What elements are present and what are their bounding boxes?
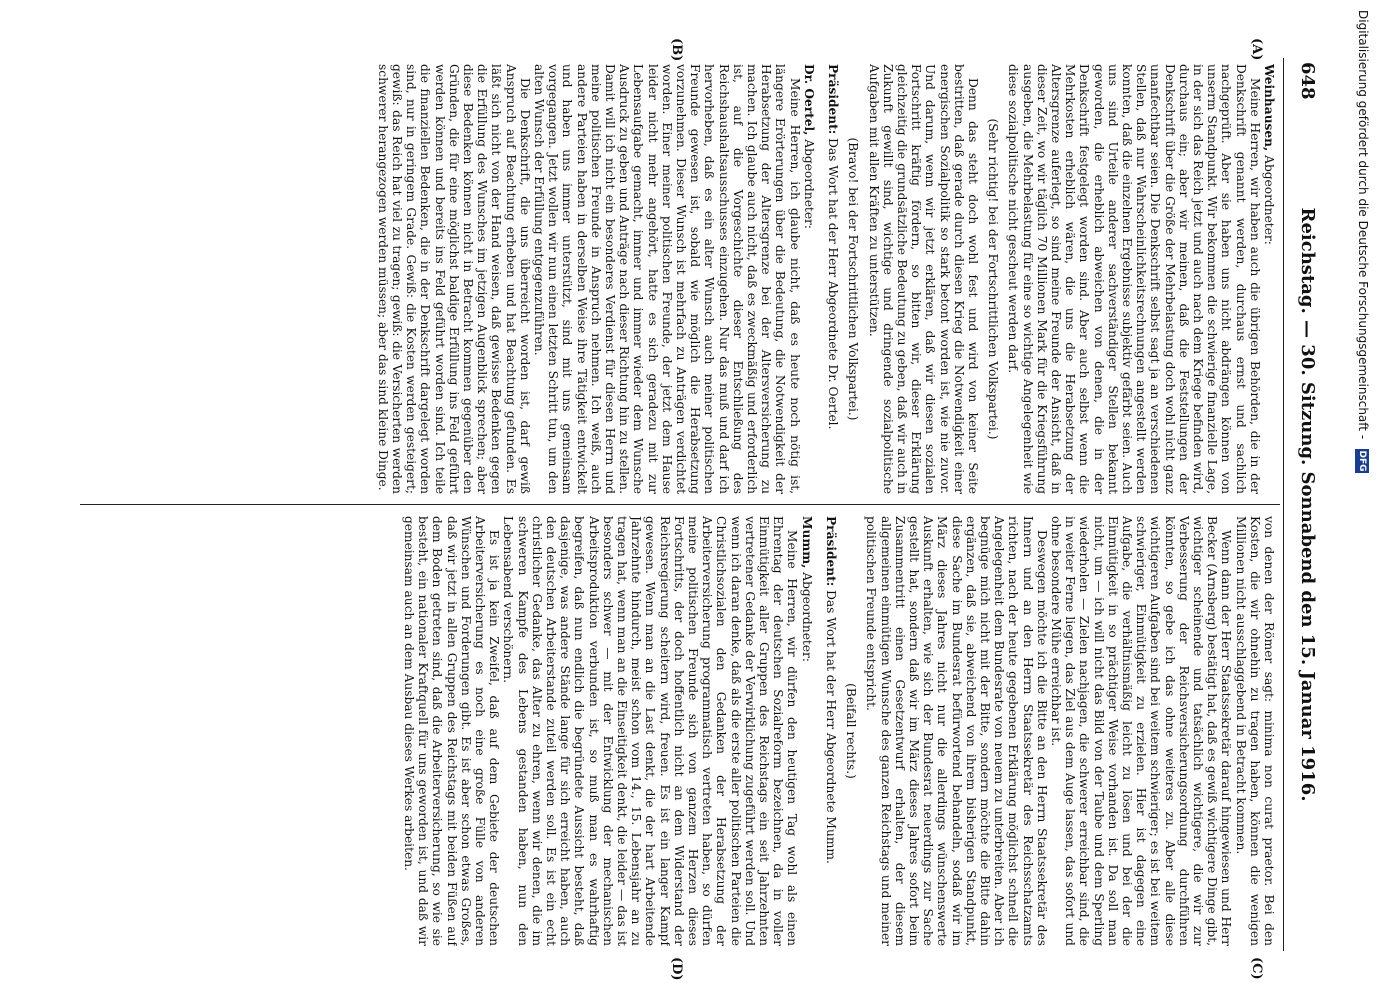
margin-marker-d: (D) xyxy=(669,957,684,981)
applause-note: (Beifall rechts.) xyxy=(844,683,859,779)
paragraph: Wenn dann der Herr Staatssekretär darauf hingewiesen und Herr Becker (Arnsberg) bestätigt hat, daß es gewiß wichtigere Dinge gibt, wichtiger scheinende und tatsächlich wichtigere, die wir zur Verbesserung der Reichsversicherungsordnung durchführen könnten, so gebe ich das ohne weiteres zu. Aber alle diese wichtigeren Aufgaben sind bei weitem schwieriger; es ist bei weitem schwieriger, Einmütigkeit zu erzielen. Hier ist dagegen eine Aufgabe, die verhältnismäßig leicht zu lösen und bei der die Einmütigkeit in so prächtiger Weise vorhanden ist. Da soll man nicht, um — ich will nicht das Bild von der Taube und dem Sperling wiederholen — Zielen nachjagen, die schwerer erreichbar sind, die in weiter Ferne liegen, das Ziel aus dem Auge lassen, das sofort und ohne besondere Mühe erreichbar ist. xyxy=(1048,516,1234,946)
left-column xyxy=(76,64,1276,494)
paragraph: Denn das steht doch wohl fest und wird von keiner Seite bestritten, daß gerade durch diesen Krieg die Notwendigkeit einer energischen Sozialpolitik so stark betont worden ist, wie nie zuvor. Und darum, wenn wir jetzt erklären, daß wir diesen sozialen Fortschritt kräftig fördern, so bitten wir, dieser Erklärung gleichzeitig die grundsätzliche Bedeutung zu geben, daß wir auch in Zukunft gewillt sind, wichtige und dringende sozialpolitische Aufgaben mit allen Kräften zu unterstützen. xyxy=(866,64,980,494)
speaker-name: Weinhausen, xyxy=(1262,64,1276,152)
speaker-line xyxy=(802,64,816,494)
page-header xyxy=(1283,58,1324,951)
margin-marker-c: (C) xyxy=(1249,957,1264,980)
speaker-role: Abgeordneter: xyxy=(799,572,814,662)
speaker-name: Mumm, xyxy=(799,516,814,569)
speaker-line xyxy=(800,516,814,946)
president-line xyxy=(826,64,840,494)
scanned-page xyxy=(62,38,1324,981)
credit-text: Digitalisierung gefördert durch die Deutsche Forschungsgemeinschaft - xyxy=(1356,10,1370,440)
rotated-page-content xyxy=(62,38,1324,981)
paragraph: Meine Herren, ich glaube nicht, daß es heute noch nötig ist, längere Erörterungen über die Bedeutung, die Notwendigkeit der Herabsetzung der Altersgrenze bei der Altersversicherung zu machen. Ich glaube auch nicht, daß es zweckmäßig und erforderlich ist, auf die Vorgeschichte dieser Entschließung des Reichshaushaltsausschusses einzugehen. Nur das muß und darf ich hervorheben, daß es ein alter Wunsch auch meiner politischen Freunde gewesen ist, sobald wie möglich die Herabsetzung vorzunehmen. Dieser Wunsch ist mehrfach zu Anträgen verdichtet worden. Einer meiner politischen Freunde, der jetzt dem Hause leider nicht mehr angehört, hatte es sich geradezu mit zur Lebensaufgabe gemacht, immer und immer wieder dem Wunsche Ausdruck zu geben und Anträge nach dieser Richtung hin zu stellen. Damit will ich nicht ein besonderes Verdienst für diesen Herrn und meine politischen Freunde in Anspruch nehmen. Ich weiß, auch andere Parteien haben in derselben Weise ihre Tätigkeit entwickelt und haben uns immer unterstützt, sind mit uns gemeinsam vorgegangen. Jetzt wollen wir nun einen letzten Schritt tun, um den alten Wunsch der Erfüllung entgegenzuführen. xyxy=(532,64,802,494)
page-title: Reichstag. — 30. Sitzung. Sonnabend den 15. Januar 1916. xyxy=(1297,207,1318,802)
digitization-credit xyxy=(1340,0,1380,1000)
dfg-logo: DFG xyxy=(1357,450,1368,472)
paragraph: Deswegen möchte ich die Bitte an den Herrn Staatssekretär des Innern und an den Herrn Staatssekretär des Reichsschatzamts richten, nach der heute gegebenen Erklärung möglichst schnell die Angelegenheit dem Bundesrate von neuem zu unterbreiten. Aber ich begnüge mich nicht mit der Bitte, sondern möchte die Bitte dahin ergänzen, daß sie, abweichend von ihrem bisherigen Standpunkt, diese Sache im Bundesrat befürwortend behandeln, sodaß wir im März dieses Jahres nicht nur die allerdings wünschenswerte Auskunft erhalten, wie sich der Bundesrat neuerdings zur Sache gestellt hat, sondern daß wir im März dieses Jahres sofort beim Zusammentritt einen Gesetzentwurf erhalten, der diesem allgemeinen einmütigen Wunsche des ganzen Reichstags und meiner politischen Freunde entspricht. xyxy=(864,516,1049,946)
column-divider xyxy=(80,504,1280,505)
speaker-role: Abgeordneter: xyxy=(801,139,816,229)
president-label: Präsident: xyxy=(826,64,841,135)
president-text: Das Wort hat der Herr Abgeordnete Dr. Oertel. xyxy=(826,138,841,430)
margin-marker-b: (B) xyxy=(669,38,684,62)
spacer xyxy=(816,64,826,494)
paragraph: von denen der Römer sagt: minima non curat praetor. Bei den Kosten, die wir ohnehin zu tragen haben, können die wenigen Millionen nicht ausschlaggebend in Betracht kommen. xyxy=(1233,516,1276,946)
paragraph: Meine Herren, wir haben auch die übrigen Behörden, die in der Denkschrift genannt werden, durchaus ernst und sachlich nachgeprüft. Aber sie haben uns nicht abdrängen können von unserm Standpunkt. Wir bekommen die schwierige finanzielle Lage, in der sich das Reich jetzt und auch nach dem Kriege befinden wird, durchaus ein; aber wir meinen, daß die Feststellungen der Denkschrift über die Größe der Mehrbelastung doch wohl nicht ganz unanfechtbar seien. Die Denkschrift selbst sagt ja an verschiedenen Stellen, daß nur Wahrscheinlichkeitsrechnungen angestellt werden konnten, daß die einzelnen Ergebnisse subjektiv gefärbt seien. Auch uns sind Urteile anderer sachverständiger Stellen bekannt geworden, die erheblich abweichen von denen, die in der Denkschrift festgelegt worden sind. Aber auch selbst wenn die Mehrkosten erheblich wären, die uns die Herabsetzung der Altersgrenze auferlegt, so sind meine Freunde der Ansicht, daß in dieser Zeit, wo wir täglich 70 Millionen Mark für die Kriegsführung ausgeben, die Mehrbelastung für eine so wichtige Angelegenheit wie diese sozialpolitische nicht gescheut werden darf. xyxy=(1006,64,1262,494)
page-number: 648 xyxy=(1297,62,1318,100)
paragraph: Meine Herren, wir dürfen den heutigen Tag wohl als einen Ehrentag der deutschen Sozialreform bezeichnen, da in voller Einmütigkeit aller Gruppen des Reichstags ein seit Jahrzehnten vertretener Gedanke der Verwirklichung zugeführt werden soll. Und wenn ich daran denke, daß als die erste aller politischen Parteien die Christlichsozialen den Gedanken der Herabsetzung der Arbeiterversicherung programmatisch vertreten haben, so dürfen meine politischen Freunde sich von ganzem Herzen dieses Fortschritts, der doch hoffentlich nicht an dem Widerstand der Reichsregierung scheitern wird, freuen. Es ist ein langer Kampf gewesen. Wenn man an die Last denkt, die der hart Arbeitende Jahrzehnte hindurch, meist schon vom 14., 15. Lebensjahr an zu tragen hat, wenn man an die Einseitigkeit denkt, die leider — das ist besonders schwer — mit der Entwicklung der mechanischen Arbeitsproduktion verbunden ist, so muß man es wahrhaftig begreifen, daß nun endlich die begründete Aussicht besteht, daß dasjenige, was andere Stände lange für sich erreicht haben, auch den deutschen Arbeiterstande zuteil werden soll. Es ist ein echt christlicher Gedanke, das Alter zu ehren, wenn wir denen, die im schweren Kampfe des Lebens gestanden haben, nun den Lebensabend verschönern. xyxy=(501,516,800,946)
president-label: Präsident: xyxy=(823,516,838,587)
president-text: Das Wort hat der Herr Abgeordnete Mumm. xyxy=(823,590,838,864)
margin-marker-a: (A) xyxy=(1249,38,1264,61)
right-column xyxy=(76,516,1276,946)
speaker-name: Dr. Oertel, xyxy=(801,64,816,136)
president-line xyxy=(824,516,838,946)
applause-note: (Sehr richtig! bei der Fortschrittlichen Volkspartei.) xyxy=(986,118,1001,440)
credit-line xyxy=(1352,10,1374,990)
spacer xyxy=(814,516,824,946)
speaker-role: Abgeordneter: xyxy=(1262,155,1276,245)
paragraph: Die Denkschrift, die uns überreicht worden ist, darf gewiß Anspruch auf Beachtung erheben und hat Beachtung gefunden. Es läßt sich nicht von der Hand weisen, daß gewisse Bedenken gegen die Erfüllung des Wunsches im jetzigen Augenblick sprechen; aber diese Bedenken können nicht in Betracht kommen gegenüber den Gründen, die für eine möglichst baldige Erfüllung ins Feld geführt werden können und bereits ins Feld geführt worden sind. Ich teile die finanziellen Bedenken, die in der Denkschrift dargelegt worden sind, nur in geringem Grade. Gewiß: die Kosten werden gesteigert; gewiß: das Reich hat viel zu tragen; gewiß: die Versicherten werden schwerer herangezogen werden müssen; aber das sind kleine Dinge. xyxy=(375,64,532,494)
speaker-line xyxy=(1262,64,1276,494)
paragraph: Es ist ja kein Zweifel, daß auf dem Gebiete der deutschen Arbeiterversicherung es noch eine große Fülle von anderen Wünschen und Forderungen gibt. Es ist aber schon etwas Großes, daß wir jetzt in allen Gruppen des Reichstags mit beiden Füßen auf dem Boden getreten sind, daß die Arbeiterversicherung, so wie sie besteht, ein nationaler Kraftquell für uns geworden ist, und daß wir gemeinsam auch an dem Ausbau dieses Werkes arbeiten. xyxy=(402,516,502,946)
applause-note: (Bravo! bei der Fortschrittlichen Volkspartei.) xyxy=(846,137,861,421)
